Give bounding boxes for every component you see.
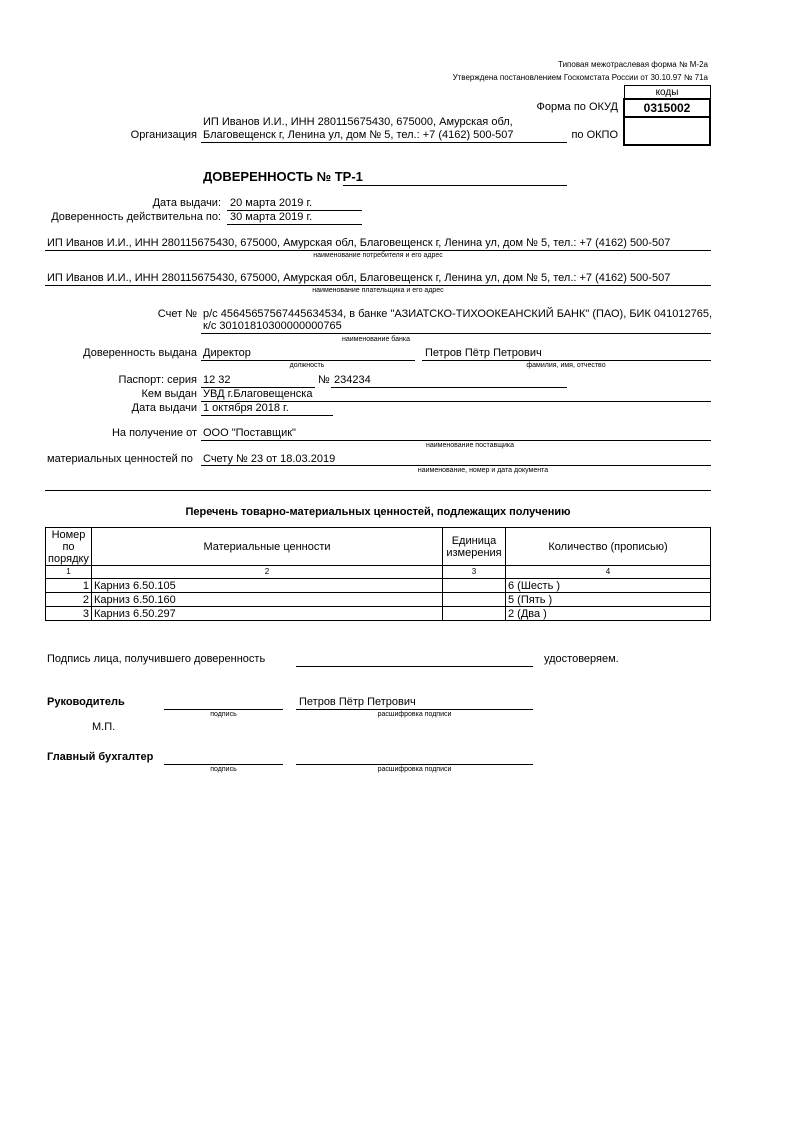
passport-date-label: Дата выдачи xyxy=(131,402,197,414)
col-num-2: 2 xyxy=(92,566,443,579)
approval-note: Утверждена постановлением Госкомстата России от 30.10.97 № 71а xyxy=(452,73,708,82)
items-table xyxy=(45,527,711,621)
recipient-sign-label: Подпись лица, получившего доверенность xyxy=(47,653,266,665)
organization-line2: Благовещенск г, Ленина ул, дом № 5, тел.: +7 (4162) 500-507 xyxy=(203,129,514,141)
receipt-label: На получение от xyxy=(111,427,197,439)
accountant-sign-caption: подпись xyxy=(210,766,237,773)
organization-underline xyxy=(201,142,567,143)
head-sign-line xyxy=(164,709,283,710)
issue-date-label: Дата выдачи: xyxy=(152,197,221,209)
account-label: Счет № xyxy=(157,308,197,320)
col-number-line1: Номер xyxy=(51,528,86,541)
row-quantity: 2 (Два ) xyxy=(506,607,711,621)
organization-label: Организация xyxy=(130,129,197,141)
document-underline xyxy=(201,465,711,466)
account-caption: наименование банка xyxy=(342,336,410,343)
row-item-name: Карниз 6.50.160 xyxy=(92,593,443,607)
doc-title-underline xyxy=(343,185,567,186)
position-underline xyxy=(201,360,415,361)
passport-series-label: Паспорт: серия xyxy=(118,374,197,386)
accountant-name-line xyxy=(296,764,533,765)
form-type: Типовая межотраслевая форма № М-2а xyxy=(558,60,708,69)
account-line1: р/с 45645657567445634534, в банке "АЗИАТСКО-ТИХООКЕАНСКИЙ БАНК" (ПАО), БИК 041012765, xyxy=(203,308,713,320)
row-unit xyxy=(443,593,506,607)
issued-position: Директор xyxy=(203,347,251,359)
valid-date-underline xyxy=(227,224,362,225)
okud-label: Форма по ОКУД xyxy=(536,101,618,113)
row-number: 3 xyxy=(46,607,92,621)
col-unit-line2: измерения xyxy=(446,546,502,559)
column-numbers-row xyxy=(46,566,711,579)
consumer-value: ИП Иванов И.И., ИНН 280115675430, 675000, Амурская обл, Благовещенск г, Ленина ул, дом № 5, тел.: +7 (4162) 500-507 xyxy=(47,237,671,249)
doc-title: ДОВЕРЕННОСТЬ № ТР-1 xyxy=(203,169,363,184)
consumer-underline xyxy=(45,250,711,251)
passport-date-underline xyxy=(201,415,333,416)
row-number: 2 xyxy=(46,593,92,607)
col-unit-line1: Единица xyxy=(451,534,497,547)
table-header-row xyxy=(46,528,711,566)
row-item-name: Карниз 6.50.297 xyxy=(92,607,443,621)
passport-date: 1 октября 2018 г. xyxy=(203,402,289,414)
row-quantity: 6 (Шесть ) xyxy=(506,579,711,593)
supplier-name: ООО "Поставщик" xyxy=(203,427,296,439)
table-title: Перечень товарно-материальных ценностей, подлежащих получению xyxy=(185,506,571,518)
col-number-line2: по xyxy=(62,540,75,553)
head-name-line xyxy=(296,709,533,710)
values-label: материальных ценностей по xyxy=(47,453,193,465)
organization-line1: ИП Иванов И.И., ИНН 280115675430, 675000, Амурская обл, xyxy=(203,116,513,128)
okpo-code xyxy=(624,117,710,145)
valid-date: 30 марта 2019 г. xyxy=(230,211,313,223)
col-num-1: 1 xyxy=(46,566,92,579)
row-unit xyxy=(443,607,506,621)
consumer-caption: наименование потребителя и его адрес xyxy=(313,252,443,259)
valid-label: Доверенность действительна по: xyxy=(51,211,221,223)
name-underline xyxy=(422,360,711,361)
col-qty-header: Количество (прописью) xyxy=(506,528,711,566)
issued-by-label: Кем выдан xyxy=(141,388,197,400)
issue-date: 20 марта 2019 г. xyxy=(230,197,313,209)
col-unit-header xyxy=(443,528,506,566)
document-caption: наименование, номер и дата документа xyxy=(417,467,549,474)
supplier-underline xyxy=(201,440,711,441)
number-underline xyxy=(331,387,567,388)
col-number-header xyxy=(46,528,92,566)
col-num-4: 4 xyxy=(506,566,711,579)
accountant-decode-caption: расшифровка подписи xyxy=(377,766,452,773)
passport-number-label: № xyxy=(318,374,330,386)
row-quantity: 5 (Пять ) xyxy=(506,593,711,607)
row-number: 1 xyxy=(46,579,92,593)
okpo-label: по ОКПО xyxy=(571,129,618,141)
head-name: Петров Пётр Петрович xyxy=(299,696,416,708)
head-label: Руководитель xyxy=(47,696,125,708)
stamp-place: М.П. xyxy=(92,721,116,733)
passport-series: 12 32 xyxy=(203,374,231,386)
passport-number: 234234 xyxy=(334,374,371,386)
recipient-sign-line xyxy=(296,666,533,667)
issued-by: УВД г.Благовещенска xyxy=(203,388,313,400)
codes-title: коды xyxy=(624,86,710,100)
head-decode-caption: расшифровка подписи xyxy=(377,711,452,718)
payer-value: ИП Иванов И.И., ИНН 280115675430, 675000, Амурская обл, Благовещенск г, Ленина ул, дом № 5, тел.: +7 (4162) 500-507 xyxy=(47,272,671,284)
table-row xyxy=(46,579,711,593)
position-caption: должность xyxy=(289,362,325,369)
accountant-label: Главный бухгалтер xyxy=(47,751,154,763)
account-underline xyxy=(201,333,711,334)
col-number-line3: порядку xyxy=(48,552,89,565)
row-item-name: Карниз 6.50.105 xyxy=(92,579,443,593)
certify-text: удостоверяем. xyxy=(544,653,619,665)
name-caption: фамилия, имя, отчество xyxy=(526,362,606,369)
issued-to-label: Доверенность выдана xyxy=(83,347,197,359)
col-items-header: Материальные ценности xyxy=(92,528,443,566)
col-num-3: 3 xyxy=(443,566,506,579)
table-row xyxy=(46,593,711,607)
codes-table xyxy=(623,85,711,146)
supplier-caption: наименование поставщика xyxy=(426,442,514,449)
okud-code: 0315002 xyxy=(624,99,710,117)
issued-name: Петров Пётр Петрович xyxy=(425,347,542,359)
head-sign-caption: подпись xyxy=(210,711,237,718)
payer-underline xyxy=(45,285,711,286)
extra-underline xyxy=(45,490,711,491)
accountant-sign-line xyxy=(164,764,283,765)
payer-caption: наименование плательщика и его адрес xyxy=(312,287,444,294)
row-unit xyxy=(443,579,506,593)
account-line2: к/с 30101810300000000765 xyxy=(203,320,342,332)
table-row xyxy=(46,607,711,621)
basis-document: Счету № 23 от 18.03.2019 xyxy=(203,453,336,465)
